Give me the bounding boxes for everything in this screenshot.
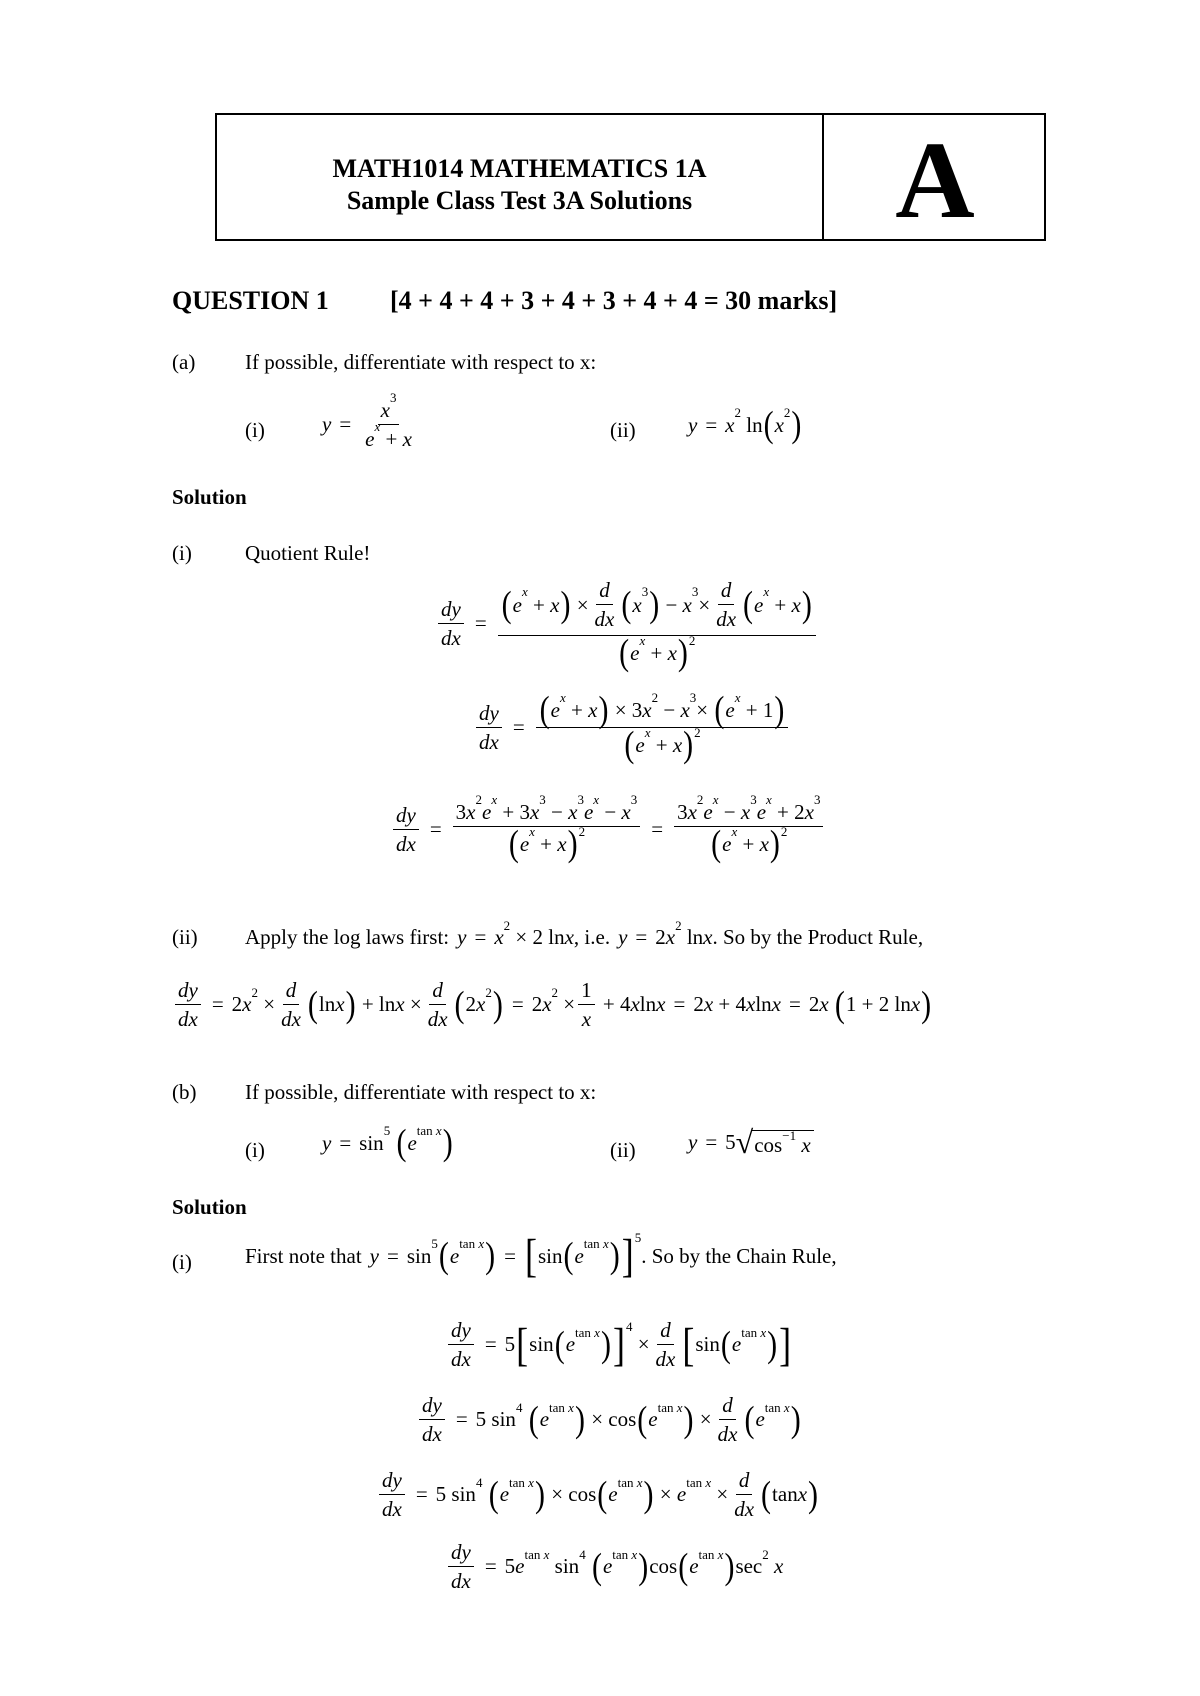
sol-ii-text-2: , i.e.: [573, 925, 611, 949]
part-a-ii-equation: y = x 2 ln ( x 2 ): [688, 403, 802, 445]
part-a-i-label: (i): [245, 418, 265, 442]
part-a-prompt: If possible, differentiate with respect to x:: [245, 350, 597, 374]
part-b-ii-equation: y = 5 √ $\cos^{-1} x$: [688, 1126, 814, 1158]
part-b-i-equation: y = sin 5 ( e tan x ): [322, 1121, 453, 1163]
product-rule-line: $\frac{dy}{dx}$ = 2 x 2 × $\frac{d}{dx}$ ( ln x ) + ln x × $\frac{d}{dx}$ ( 2 x 2 ) = 2 x 2 × $\frac{1}{x}$ + 4 x ln x = 2 x + 4 x ln x = 2 x ( 1 + 2 ln x ): [172, 978, 932, 1031]
part-a-sol-ii-line: Apply the log laws first: y = x 2 × 2 ln x , i.e. y = 2 x 2 ln x . So by the Product Rule,: [245, 917, 924, 949]
sol-ii-text-1: Apply the log laws first:: [245, 925, 450, 949]
part-a-i-equation: y = x 3 e x + x: [322, 389, 412, 452]
header-title: [217, 153, 822, 217]
part-a-sol-i-text: Quotient Rule!: [245, 541, 371, 565]
chain-step-4: $\frac{dy}{dx}$ = 5 e tan x sin 4 ( e tan x ) cos ( e tan x ) sec 2 x: [445, 1540, 783, 1593]
chain-step-3: $\frac{dy}{dx}$ = 5 sin 4 ( e tan x ) × cos ( e tan x ) × e tan x × $\frac{d}{dx}$ ( tan x ): [376, 1468, 819, 1521]
sol-b-i-text-1: First note that: [245, 1243, 362, 1268]
part-b-label: (b): [172, 1080, 197, 1104]
question-marks: [4 + 4 + 4 + 3 + 4 + 3 + 4 + 4 = 30 marks]: [390, 286, 838, 315]
question-heading: QUESTION 1: [172, 286, 329, 315]
part-a-solution-label: Solution: [172, 485, 247, 509]
part-b-ii-label: (ii): [610, 1138, 636, 1162]
quotient-step-1: $\frac{dy}{dx}$ = ( e x + x ) × $\frac{d}{dx}$ ( x 3 ) − x 3 × $\frac{d}{dx}$ ( e x + x ) ( e x + x ) 2: [435, 578, 819, 668]
sol-b-i-text-2: . So by the Chain Rule,: [641, 1243, 837, 1268]
test-title: Sample Class Test 3A Solutions: [346, 186, 693, 215]
part-a-sol-i-label: (i): [172, 541, 192, 565]
version-letter: A: [895, 119, 975, 241]
chain-step-1: $\frac{dy}{dx}$ = 5 [ sin ( e tan x ) ] 4 × $\frac{d}{dx}$ [ sin ( e tan x ) ]: [445, 1318, 792, 1371]
chain-step-2: $\frac{dy}{dx}$ = 5 sin 4 ( e tan x ) × cos ( e tan x ) × $\frac{d}{dx}$ ( e tan x ): [416, 1393, 802, 1446]
part-b-prompt: If possible, differentiate with respect to x:: [245, 1080, 597, 1104]
sol-ii-text-3: . So by the Product Rule,: [712, 925, 924, 949]
part-b-solution-label: Solution: [172, 1195, 247, 1219]
quotient-step-3: $\frac{dy}{dx}$ = 3 x 2 e x + 3 x 3 − x 3 e x − x 3 ( e x + x ) 2 = 3 x 2 e x − x 3 e x + 2 x 3 ( e x + x ) 2: [390, 800, 826, 859]
part-a-ii-label: (ii): [610, 418, 636, 442]
part-b-i-label: (i): [245, 1138, 265, 1162]
quotient-step-2: $\frac{dy}{dx}$ = ( e x + x ) × 3 x 2 − x 3 × ( e x + 1 ) ( e x + x ) 2: [473, 695, 791, 760]
header-box: [215, 113, 1046, 241]
part-a-label: (a): [172, 350, 196, 374]
part-a-sol-ii-label: (ii): [172, 925, 198, 949]
part-b-sol-i-label: (i): [172, 1250, 192, 1274]
part-b-sol-i-line: First note that y = sin 5 ( e tan x ) = [ sin ( e tan x ) ] 5 . So by the Chain Rule,: [245, 1230, 837, 1282]
course-title: MATH1014 MATHEMATICS 1A: [332, 154, 707, 183]
